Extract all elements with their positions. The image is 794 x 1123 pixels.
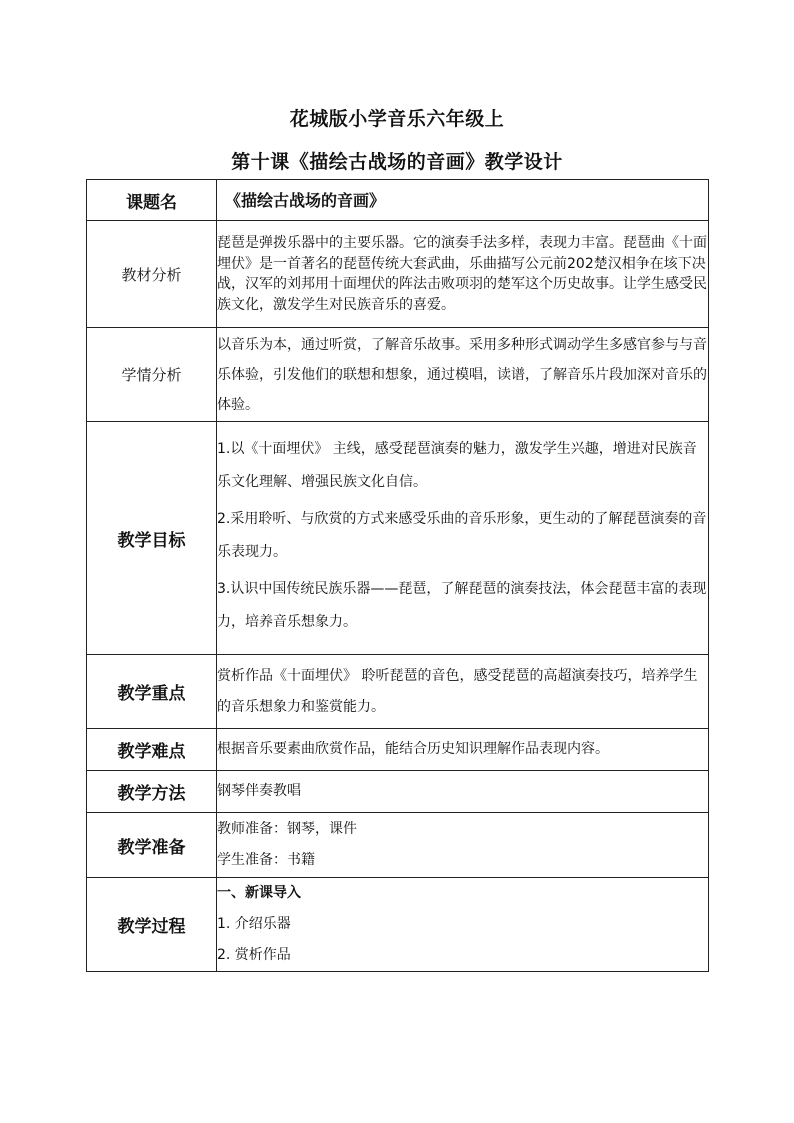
key-points-text: 赏析作品《十面埋伏》 聆听琵琶的音色，感受琵琶的高超演奏技巧，培养学生的音乐想象力和鉴赏能力。: [217, 655, 709, 729]
preparation-cell: [217, 813, 709, 878]
teaching-method-text: 钢琴伴奏教唱: [217, 771, 709, 813]
student-analysis-label: 学情分析: [87, 328, 217, 422]
teacher-preparation: 教师准备：钢琴，课件: [217, 821, 357, 837]
table-row-teaching-process: [87, 878, 709, 972]
process-item-1: 1. 介绍乐器: [217, 916, 291, 932]
table-row-teaching-goals: [87, 422, 709, 655]
student-analysis-text: 以音乐为本，通过听赏，了解音乐故事。采用多种形式调动学生多感官参与与音乐体验，引发他们的联想和想象，通过模唱，读谱，了解音乐片段加深对音乐的体验。: [217, 328, 709, 422]
teaching-method-label: 教学方法: [87, 771, 217, 813]
student-preparation: 学生准备：书籍: [217, 852, 315, 868]
table-row-topic: [87, 180, 709, 221]
teaching-goal-2: 2.采用聆听、与欣赏的方式来感受乐曲的音乐形象，更生动的了解琵琶演奏的音乐表现力。: [217, 511, 707, 560]
teaching-goals-cell: [217, 422, 709, 655]
textbook-analysis-label: 教材分析: [87, 221, 217, 328]
table-row-key-points: [87, 655, 709, 729]
table-row-teaching-method: [87, 771, 709, 813]
document-title: 花城版小学音乐六年级上: [289, 108, 505, 130]
lesson-plan-table: [86, 179, 709, 972]
process-item-2: 2. 赏析作品: [217, 947, 291, 963]
teaching-goals-label: 教学目标: [87, 422, 217, 655]
teaching-goal-3: 3.认识中国传统民族乐器——琵琶，了解琵琶的演奏技法，体会琵琶丰富的表现力，培养音乐想象力。: [217, 581, 707, 630]
teaching-process-label: 教学过程: [87, 878, 217, 972]
textbook-analysis-text: 琵琶是弹拨乐器中的主要乐器。它的演奏手法多样，表现力丰富。琵琶曲《十面埋伏》是一首著名的琵琶传统大套武曲，乐曲描写公元前202楚汉相争在垓下决战，汉军的刘邦用十面埋伏的阵法击败项羽的楚军这个历史故事。让学生感受民族文化，激发学生对民族音乐的喜爱。: [217, 221, 709, 328]
table-row-preparation: [87, 813, 709, 878]
lesson-title: 第十课《描绘古战场的音画》教学设计: [231, 151, 563, 173]
difficulties-text: 根据音乐要素曲欣赏作品，能结合历史知识理解作品表现内容。: [217, 729, 709, 771]
difficulties-label: 教学难点: [87, 729, 217, 771]
topic-label: 课题名: [87, 180, 217, 221]
table-row-textbook-analysis: [87, 221, 709, 328]
table-row-student-analysis: [87, 328, 709, 422]
topic-value: 《描绘古战场的音画》: [217, 180, 709, 221]
teaching-process-cell: [217, 878, 709, 972]
preparation-label: 教学准备: [87, 813, 217, 878]
teaching-goal-1: 1.以《十面埋伏》 主线，感受琵琶演奏的魅力，激发学生兴趣，增进对民族音乐文化理解、增强民族文化自信。: [217, 441, 697, 490]
process-heading: 一、新课导入: [217, 885, 301, 901]
table-row-difficulties: [87, 729, 709, 771]
key-points-label: 教学重点: [87, 655, 217, 729]
